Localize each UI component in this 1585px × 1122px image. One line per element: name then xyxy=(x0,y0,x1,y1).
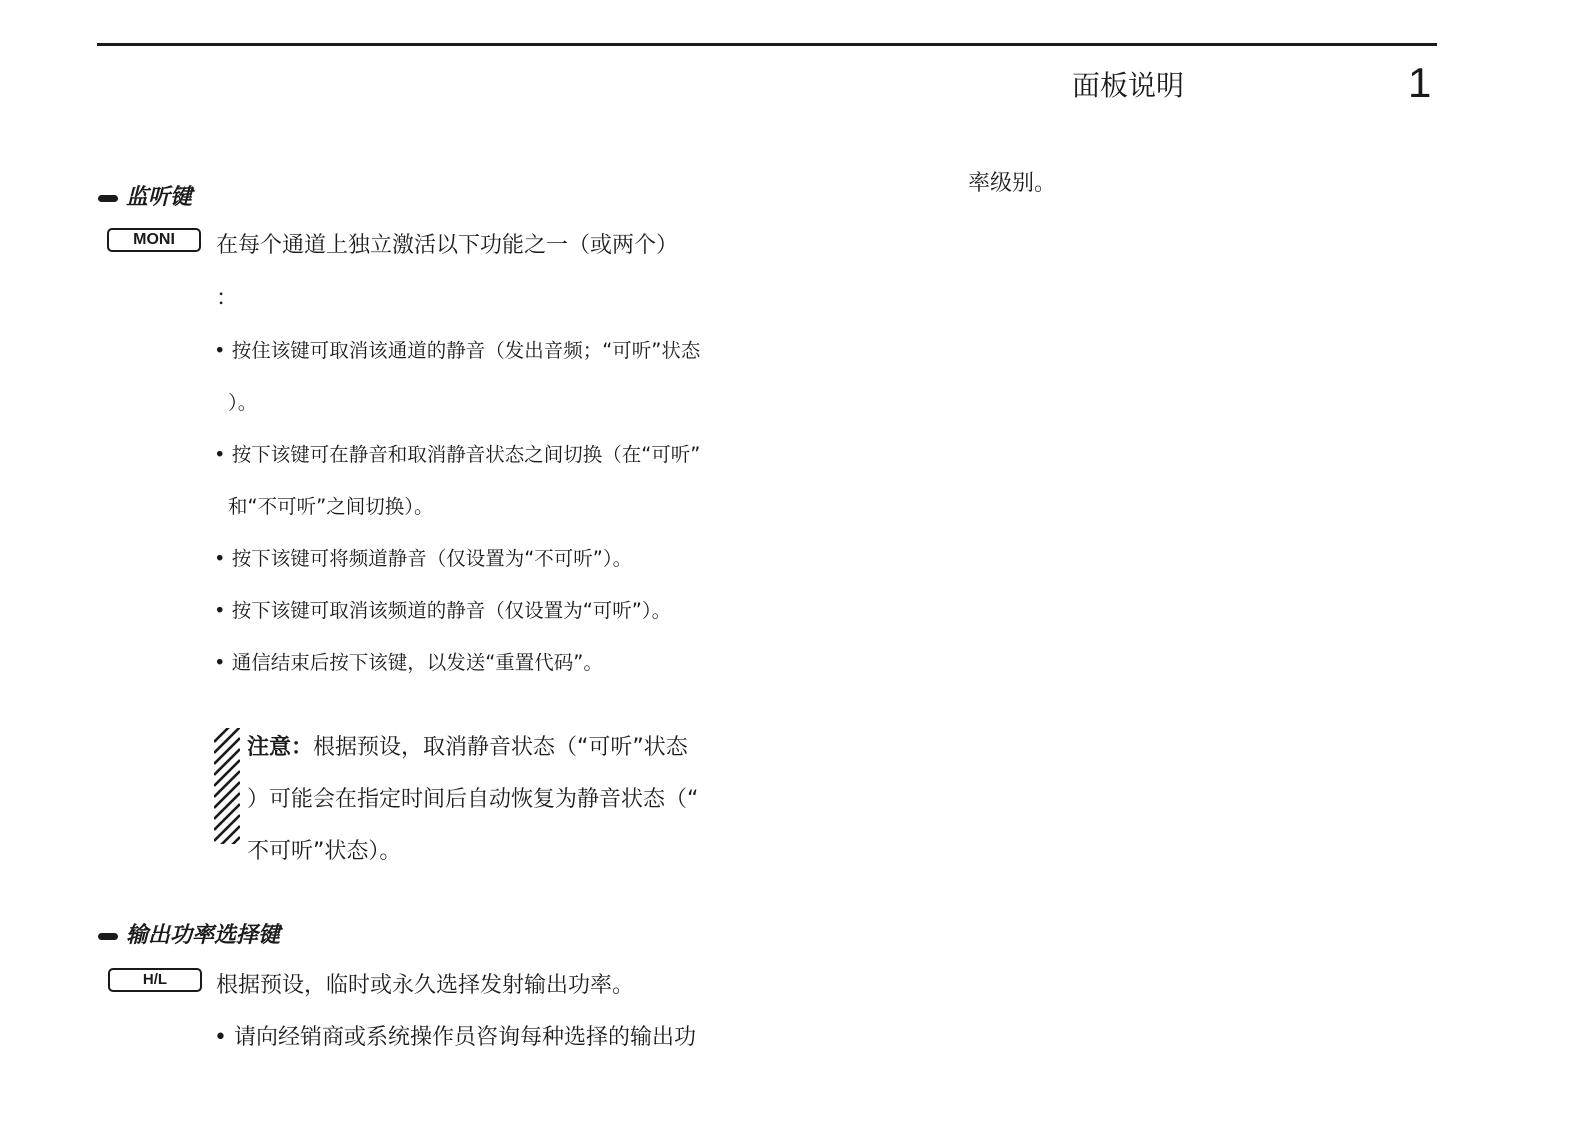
moni-key-label: MONI xyxy=(107,228,201,252)
note-line1 xyxy=(247,732,688,764)
note-hatch-icon xyxy=(214,728,242,848)
output-power-key-heading-text: 输出功率选择键 xyxy=(126,923,281,948)
monitor-bullet-2: • 按下该键可在静音和取消静音状态之间切换（在“可听” xyxy=(214,443,701,466)
monitor-bullet-1: • 按住该键可取消该通道的静音（发出音频；“可听”状态 xyxy=(214,339,701,362)
monitor-key-heading-text: 监听键 xyxy=(126,185,193,210)
monitor-intro-line2: ： xyxy=(216,286,239,311)
note-line2: ）可能会在指定时间后自动恢复为静音状态（“ xyxy=(247,787,699,812)
page-title: 面板说明 xyxy=(1072,69,1185,102)
note-line3: 不可听”状态）。 xyxy=(247,839,402,864)
output-power-intro: 根据预设，临时或永久选择发射输出功率。 xyxy=(216,973,635,998)
note-line1-text: 根据预设，取消静音状态（“可听”状态 xyxy=(313,735,688,760)
header-rule xyxy=(97,43,1437,46)
heading-dash-icon xyxy=(98,933,118,940)
output-power-key-heading xyxy=(98,921,280,951)
monitor-key-heading xyxy=(98,183,192,213)
monitor-bullet-2-cont: 和“不可听”之间切换）。 xyxy=(228,495,434,518)
monitor-intro-line1: 在每个通道上独立激活以下功能之一（或两个） xyxy=(216,233,679,258)
monitor-bullet-5: • 通信结束后按下该键，以发送“重置代码”。 xyxy=(214,651,603,674)
monitor-bullet-3: • 按下该键可将频道静音（仅设置为“不可听”）。 xyxy=(214,547,633,570)
heading-dash-icon xyxy=(98,195,118,202)
page-number: 1 xyxy=(1408,59,1432,106)
monitor-bullet-4: • 按下该键可取消该频道的静音（仅设置为“可听”）。 xyxy=(214,599,672,622)
output-power-bullet-cont: 率级别。 xyxy=(968,171,1057,196)
note-label: 注意： xyxy=(247,735,314,760)
hl-key-label: H/L xyxy=(108,968,202,992)
output-power-bullet: • 请向经销商或系统操作员咨询每种选择的输出功 xyxy=(214,1025,696,1050)
monitor-bullet-1-cont: ）。 xyxy=(228,391,258,414)
